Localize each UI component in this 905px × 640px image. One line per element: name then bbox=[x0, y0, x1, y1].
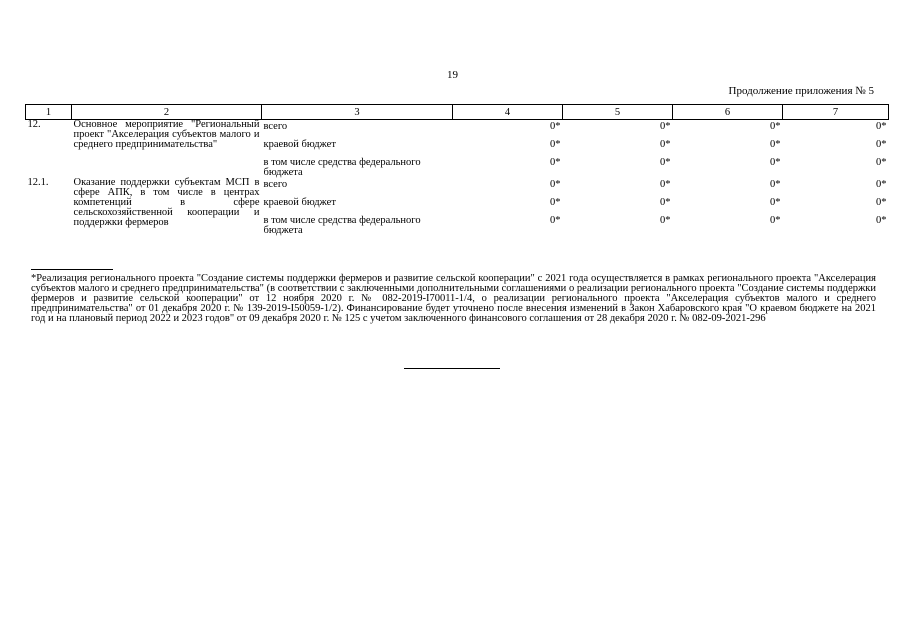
footnote-rule bbox=[31, 269, 113, 270]
source-regional: краевой бюджет bbox=[263, 197, 336, 208]
header-cell: 4 bbox=[453, 105, 563, 120]
source-federal: в том числе средства федерального бюджета bbox=[263, 157, 421, 178]
value-cell: 0* bbox=[770, 139, 781, 150]
table-row bbox=[26, 120, 889, 179]
value-col-5 bbox=[563, 120, 673, 179]
value-cell: 0* bbox=[660, 215, 671, 226]
value-cell: 0* bbox=[550, 215, 561, 226]
source-regional: краевой бюджет bbox=[263, 139, 336, 150]
value-cell: 0* bbox=[550, 139, 561, 150]
header-cell: 3 bbox=[262, 105, 453, 120]
table-row bbox=[26, 178, 889, 236]
value-cell: 0* bbox=[660, 157, 671, 168]
value-cell: 0* bbox=[660, 197, 671, 208]
value-cell: 0* bbox=[550, 157, 561, 168]
page-number: 19 bbox=[447, 69, 458, 81]
header-cell: 2 bbox=[72, 105, 262, 120]
continuation-label: Продолжение приложения № 5 bbox=[728, 85, 874, 97]
row-number: 12. bbox=[27, 119, 41, 130]
value-cell: 0* bbox=[876, 121, 887, 132]
value-cell: 0* bbox=[876, 179, 887, 190]
value-cell: 0* bbox=[770, 197, 781, 208]
source-total: всего bbox=[263, 121, 288, 132]
value-cell: 0* bbox=[876, 139, 887, 150]
header-cell: 6 bbox=[673, 105, 783, 120]
value-cell: 0* bbox=[876, 215, 887, 226]
value-cell: 0* bbox=[770, 179, 781, 190]
value-cell: 0* bbox=[876, 157, 887, 168]
value-cell: 0* bbox=[550, 179, 561, 190]
value-col-6 bbox=[673, 178, 783, 236]
source-federal: в том числе средства федерального бюджета bbox=[263, 215, 421, 236]
budget-table bbox=[25, 104, 889, 236]
header-cell: 5 bbox=[563, 105, 673, 120]
value-cell: 0* bbox=[770, 121, 781, 132]
source-total: всего bbox=[263, 179, 288, 190]
value-cell: 0* bbox=[876, 197, 887, 208]
value-col-4 bbox=[453, 120, 563, 179]
header-row bbox=[26, 105, 889, 120]
value-col-4 bbox=[453, 178, 563, 236]
value-col-5 bbox=[563, 178, 673, 236]
value-cell: 0* bbox=[550, 121, 561, 132]
row-number: 12.1. bbox=[27, 177, 49, 188]
measure-name: Основное мероприятие "Региональный проект "Акселерация субъектов малого и среднего предпринимательства" bbox=[73, 119, 260, 150]
value-col-7 bbox=[783, 120, 889, 179]
value-cell: 0* bbox=[660, 179, 671, 190]
value-cell: 0* bbox=[660, 139, 671, 150]
value-col-6 bbox=[673, 120, 783, 179]
value-cell: 0* bbox=[770, 157, 781, 168]
value-col-7 bbox=[783, 178, 889, 236]
header-cell: 7 bbox=[783, 105, 889, 120]
end-rule bbox=[404, 368, 500, 369]
footnote-text: *Реализация регионального проекта "Создание системы поддержки фермеров и развитие сельской кооперации" с 2021 года осуществляется в рамках регионального проекта "Акселерация субъектов малого и среднего предпринимательства" (в соответствии с заключенными дополнительными соглашениями о реализации регионального проекта "Создание системы поддержки фермеров и развитие сельской кооперации" от 12 ноября 2020 г. № 082-2019-I70011-1/4, о реализации регионального проекта "Акселерация субъектов малого и среднего предпринимательства" от 01 декабря 2020 г. № 139-2019-I50059-1/2). Финансирование будет уточнено после внесения изменений в Закон Хабаровского края "О краевом бюджете на 2021 год и на плановый период 2022 и 2023 годов" от 09 декабря 2020 г. № 125 с учетом заключенного финансового соглашения от 28 декабря 2020 г. № 082-09-2021-296 bbox=[31, 273, 876, 324]
value-cell: 0* bbox=[550, 197, 561, 208]
funding-sources bbox=[262, 120, 453, 179]
value-cell: 0* bbox=[660, 121, 671, 132]
header-cell: 1 bbox=[26, 105, 72, 120]
value-cell: 0* bbox=[770, 215, 781, 226]
funding-sources bbox=[262, 178, 453, 236]
measure-name: Оказание поддержки субъектам МСП в сфере АПК, в том числе в центрах компетенций в сфере сельскохозяйственной кооперации и поддержки фермеров bbox=[73, 177, 260, 228]
